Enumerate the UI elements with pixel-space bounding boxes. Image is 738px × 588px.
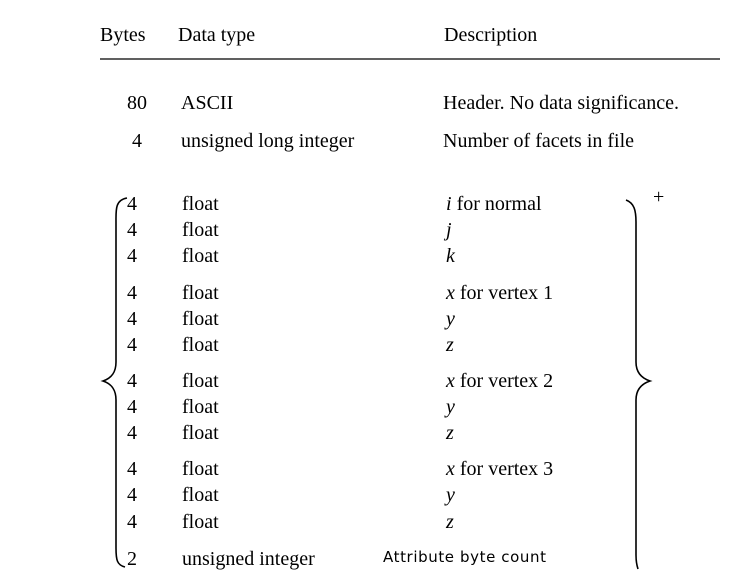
row-bytes: 4 xyxy=(127,308,137,330)
column-header-data-type: Data type xyxy=(178,24,256,46)
row-description xyxy=(446,219,452,241)
row-data-type: float xyxy=(182,370,219,392)
description-text: for vertex 2 xyxy=(454,370,554,392)
row-data-type: ASCII xyxy=(181,92,234,114)
row-data-type: float xyxy=(182,458,219,480)
row-bytes: 4 xyxy=(127,334,137,356)
row-description xyxy=(446,484,455,506)
column-header-bytes: Bytes xyxy=(100,24,146,46)
description-variable: i xyxy=(446,193,452,215)
row-bytes: 4 xyxy=(127,422,137,444)
row-data-type: float xyxy=(182,396,219,418)
row-data-type: float xyxy=(182,245,219,267)
row-data-type: unsigned integer xyxy=(182,548,315,570)
right-brace xyxy=(626,200,650,569)
row-bytes: 4 xyxy=(127,458,137,480)
row-bytes: 4 xyxy=(127,370,137,392)
row-bytes: 4 xyxy=(127,193,137,215)
row-data-type: float xyxy=(182,282,219,304)
row-description: Header. No data significance. xyxy=(443,92,680,114)
row-data-type: float xyxy=(182,219,219,241)
row-bytes: 4 xyxy=(127,484,137,506)
row-description xyxy=(446,458,553,480)
description-text: for vertex 1 xyxy=(454,282,554,304)
row-bytes: 4 xyxy=(127,511,137,533)
description-variable: z xyxy=(446,334,454,356)
description-text: for normal xyxy=(451,193,542,215)
row-description xyxy=(446,511,454,533)
row-description xyxy=(446,370,553,392)
description-variable: k xyxy=(446,245,455,267)
row-description xyxy=(446,282,553,304)
row-description xyxy=(446,245,455,267)
description-variable: y xyxy=(446,308,455,330)
description-variable: x xyxy=(446,370,455,392)
description-variable: y xyxy=(446,484,455,506)
row-description: Attribute byte count xyxy=(383,548,547,566)
row-data-type: float xyxy=(182,334,219,356)
column-header-description: Description xyxy=(444,24,538,46)
row-bytes: 4 xyxy=(132,130,142,152)
left-brace xyxy=(103,198,127,567)
description-variable: z xyxy=(446,422,454,444)
row-bytes: 4 xyxy=(127,219,137,241)
row-description xyxy=(446,193,542,215)
row-data-type: float xyxy=(182,193,219,215)
row-data-type: float xyxy=(182,484,219,506)
row-data-type: float xyxy=(182,308,219,330)
row-description xyxy=(446,422,454,444)
row-data-type: float xyxy=(182,511,219,533)
row-data-type: float xyxy=(182,422,219,444)
description-variable: x xyxy=(446,458,455,480)
row-description: Number of facets in file xyxy=(443,130,635,152)
description-text: for vertex 3 xyxy=(454,458,554,480)
description-variable: x xyxy=(446,282,455,304)
row-bytes: 4 xyxy=(127,282,137,304)
row-description xyxy=(446,308,455,330)
row-bytes: 80 xyxy=(127,92,147,114)
row-bytes: 4 xyxy=(127,245,137,267)
row-bytes: 2 xyxy=(127,548,137,570)
description-variable: z xyxy=(446,511,454,533)
row-bytes: 4 xyxy=(127,396,137,418)
row-data-type: unsigned long integer xyxy=(181,130,355,152)
description-variable: j xyxy=(446,219,452,241)
row-description xyxy=(446,334,454,356)
row-description xyxy=(446,396,455,418)
repeat-marker: + xyxy=(653,186,665,208)
description-variable: y xyxy=(446,396,455,418)
